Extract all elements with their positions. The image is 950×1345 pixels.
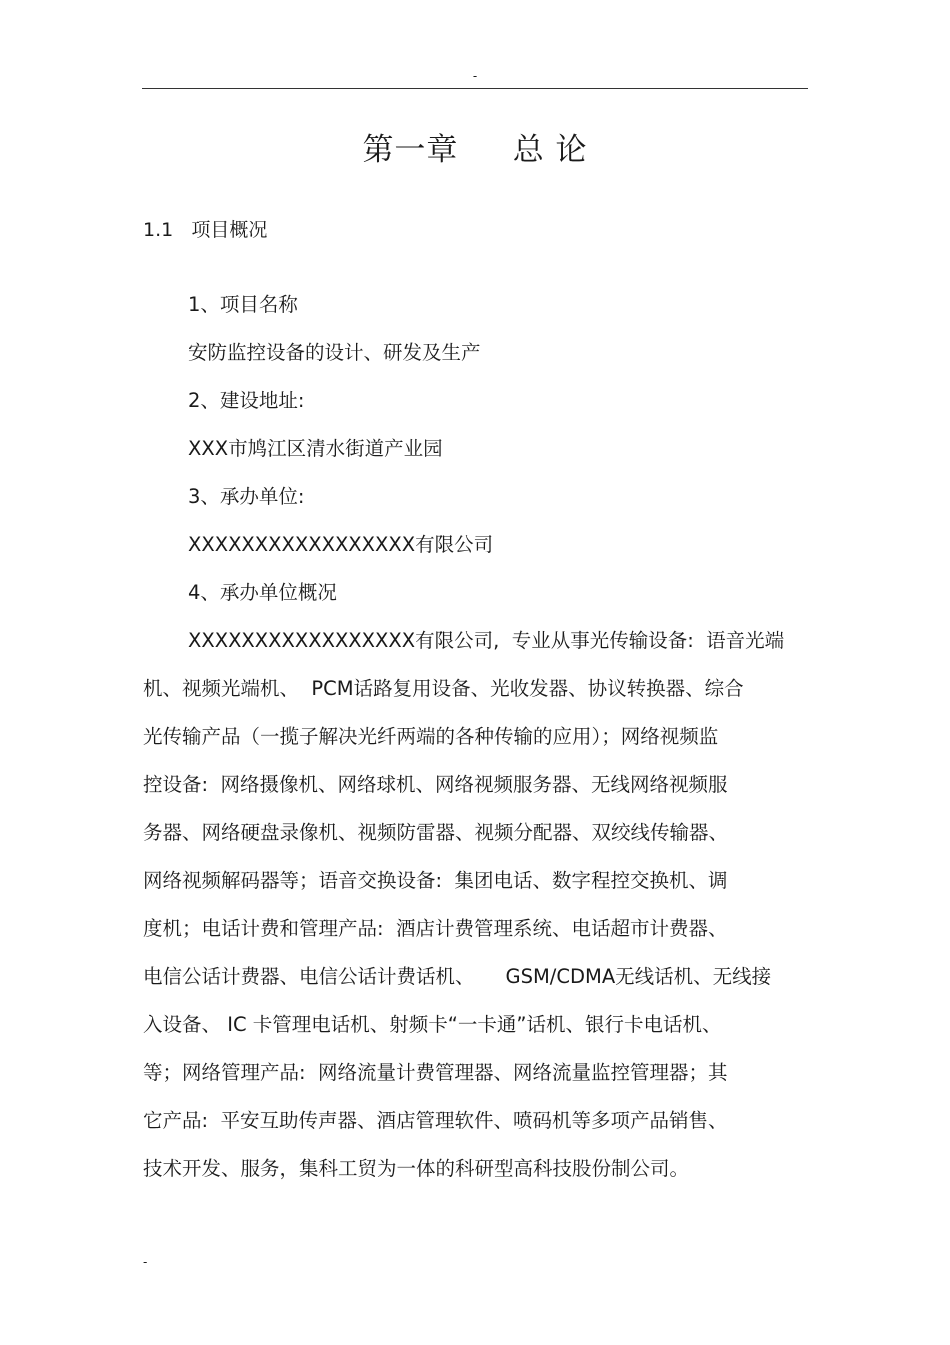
item-label-organizer-overview: 4、承办单位概况 <box>188 581 337 604</box>
footer-mark: - <box>143 1255 148 1269</box>
item-label-organizer: 3、承办单位: <box>188 485 305 508</box>
item-value-organizer: XXXXXXXXXXXXXXXXX有限公司 <box>188 533 494 556</box>
overview-line: 电信公话计费器、电信公话计费话机、 GSM/CDMA无线话机、无线接 <box>143 965 772 988</box>
overview-line: 务器、网络硬盘录像机、视频防雷器、视频分配器、双绞线传输器、 <box>143 821 729 844</box>
item-label-address: 2、建设地址: <box>188 389 305 412</box>
overview-line: 网络视频解码器等；语音交换设备: 集团电话、数字程控交换机、调 <box>143 869 728 892</box>
overview-line: 度机；电话计费和管理产品: 酒店计费管理系统、电话超市计费器、 <box>143 917 728 940</box>
overview-line: 机、视频光端机、 PCM话路复用设备、光收发器、协议转换器、综合 <box>143 677 744 700</box>
item-label-project-name: 1、项目名称 <box>188 293 298 316</box>
overview-line: 它产品: 平安互助传声器、酒店管理软件、喷码机等多项产品销售、 <box>143 1109 728 1132</box>
header-mark: - <box>472 69 478 83</box>
item-value-address: XXX市鸠江区清水街道产业园 <box>188 437 443 460</box>
overview-line: 入设备、 IC 卡管理电话机、射频卡“一卡通”话机、银行卡电话机、 <box>143 1013 722 1036</box>
overview-line: XXXXXXXXXXXXXXXXX有限公司, 专业从事光传输设备: 语音光端 <box>188 629 785 652</box>
header-rule <box>142 88 808 89</box>
overview-line: 控设备: 网络摄像机、网络球机、网络视频服务器、无线网络视频服 <box>143 773 728 796</box>
overview-line: 光传输产品（一揽子解决光纤两端的各种传输的应用）；网络视频监 <box>143 725 719 748</box>
overview-line: 等；网络管理产品: 网络流量计费管理器、网络流量监控管理器；其 <box>143 1061 728 1084</box>
chapter-title: 第一章 总 论 <box>362 132 588 168</box>
section-heading: 1.1 项目概况 <box>143 219 268 241</box>
item-value-project-name: 安防监控设备的设计、研发及生产 <box>188 341 481 364</box>
overview-line: 技术开发、服务，集科工贸为一体的科研型高科技股份制公司。 <box>143 1157 690 1180</box>
